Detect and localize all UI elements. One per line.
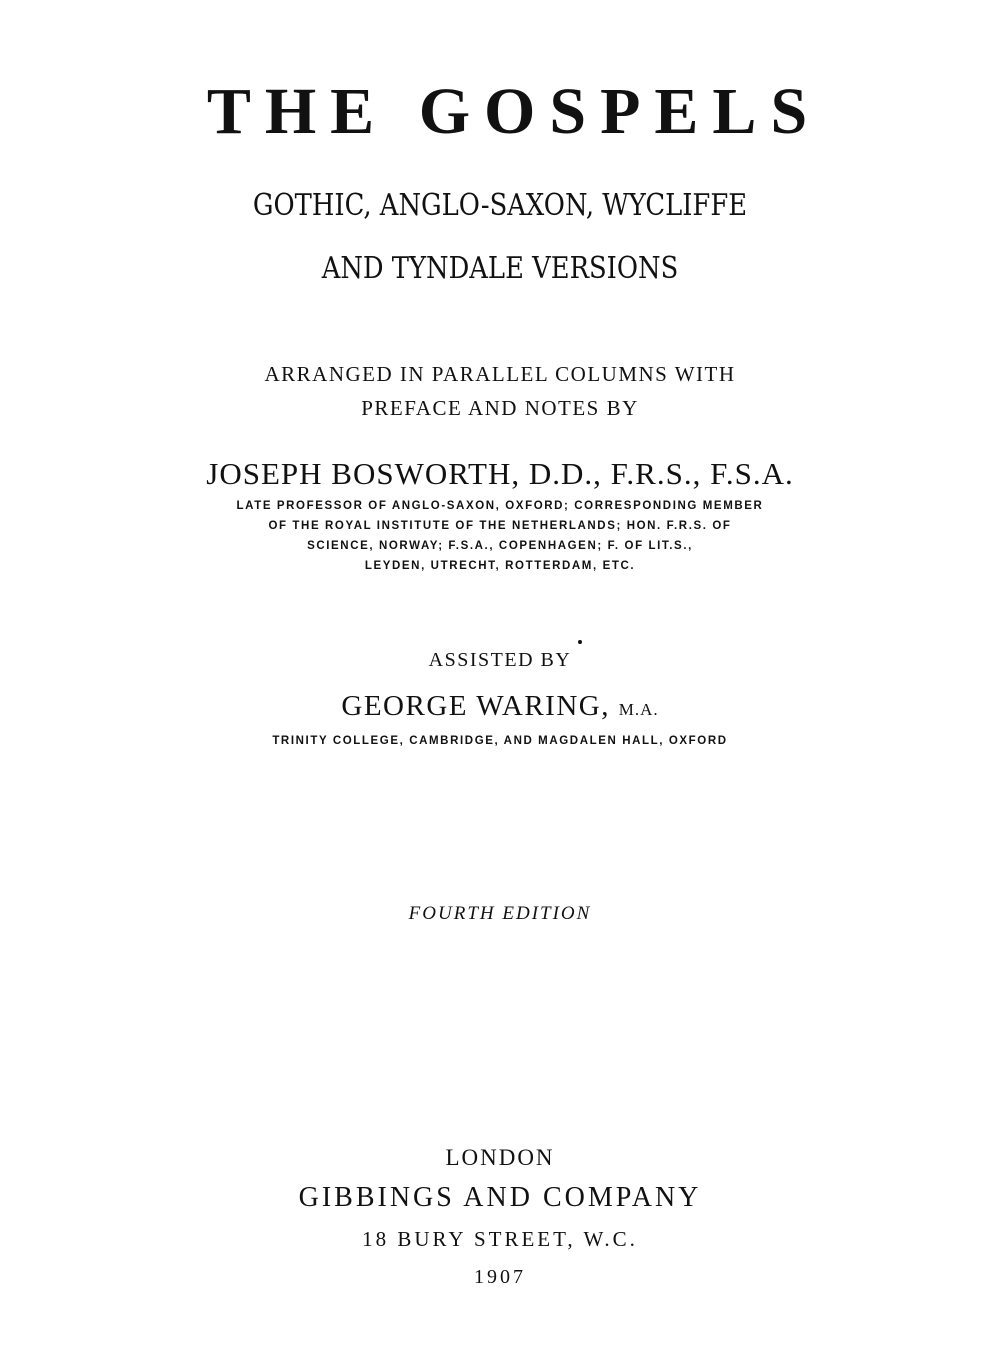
publication-year: 1907	[474, 1266, 526, 1288]
author-credit-line: LEYDEN, UTRECHT, ROTTERDAM, ETC.	[364, 560, 636, 572]
author-name: JOSEPH BOSWORTH, D.D., F.R.S., F.S.A.	[206, 456, 794, 491]
arranged-line-1: ARRANGED IN PARALLEL COLUMNS WITH	[264, 362, 736, 386]
publisher-city: LONDON	[445, 1145, 555, 1170]
assistant-name: GEORGE WARING,	[341, 690, 610, 722]
assistant	[0, 688, 1000, 728]
print-speck	[578, 640, 582, 644]
author-credit-line: SCIENCE, NORWAY; F.S.A., COPENHAGEN; F. OF LIT.S.,	[307, 540, 693, 552]
publisher-name: GIBBINGS AND COMPANY	[298, 1182, 702, 1213]
author-credit-line: OF THE ROYAL INSTITUTE OF THE NETHERLANDS; HON. F.R.S. OF	[268, 520, 732, 532]
edition-label: FOURTH EDITION	[408, 903, 592, 924]
author-credit-line: LATE PROFESSOR OF ANGLO-SAXON, OXFORD; CORRESPONDING MEMBER	[236, 500, 764, 512]
assistant-credits: TRINITY COLLEGE, CAMBRIDGE, AND MAGDALEN HALL, OXFORD	[272, 735, 728, 747]
assisted-by-label: ASSISTED BY	[428, 649, 572, 671]
arranged-line-2: PREFACE AND NOTES BY	[361, 396, 639, 420]
assistant-degree: M.A.	[618, 700, 659, 719]
subtitle-line-2: AND TYNDALE VERSIONS	[321, 251, 679, 286]
subtitle-line-1: GOTHIC, ANGLO-SAXON, WYCLIFFE	[252, 188, 748, 223]
publisher-address: 18 BURY STREET, W.C.	[362, 1227, 638, 1251]
book-title: THE GOSPELS	[206, 75, 822, 148]
